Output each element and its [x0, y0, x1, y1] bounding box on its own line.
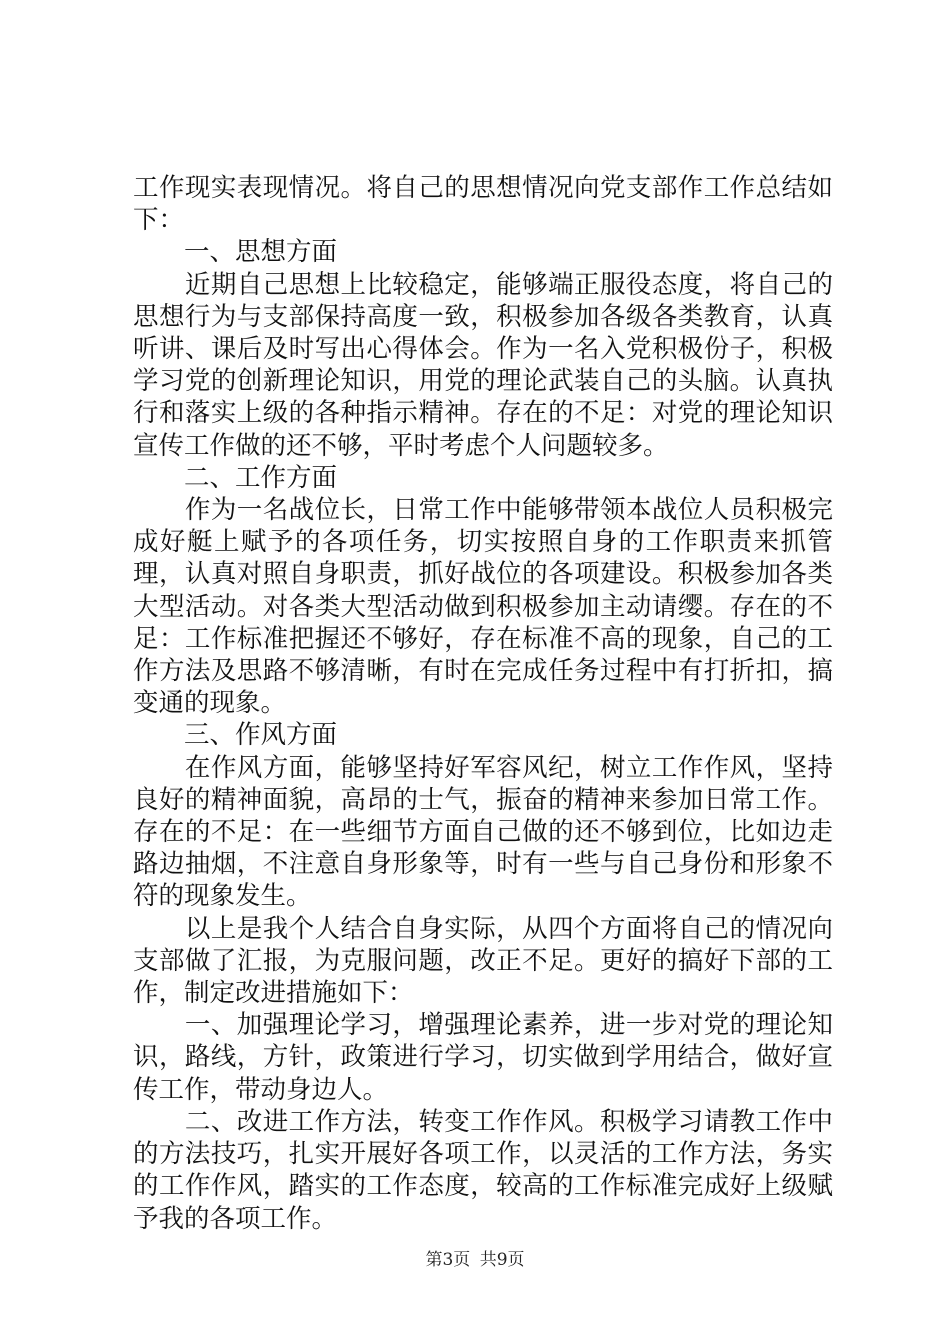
paragraph-summary: 以上是我个人结合自身实际，从四个方面将自己的情况向支部做了汇报，为克服问题，改正不足。更好的搞好下部的工作，制定改进措施如下：: [133, 913, 833, 1009]
heading-thought: 一、思想方面: [133, 237, 338, 268]
heading-work: 二、工作方面: [133, 462, 338, 493]
paragraph-style: 在作风方面，能够坚持好军容风纪，树立工作作风，坚持良好的精神面貌，高昂的士气，振奋的精神来参加日常工作。存在的不足：在一些细节方面自己做的还不够到位，比如边走路边抽烟，不注意自身形象等，时有一些与自己身份和形象不符的现象发生。: [133, 752, 833, 912]
page-number: 第3页: [425, 1250, 471, 1270]
page-footer: [0, 1245, 950, 1270]
heading-style: 三、作风方面: [133, 720, 338, 751]
paragraph-measure-two: 二、改进工作方法，转变工作作风。积极学习请教工作中的方法技巧，扎实开展好各项工作，以灵活的工作方法，务实的工作作风，踏实的工作态度，较高的工作标准完成好上级赋予我的各项工作。: [133, 1106, 833, 1234]
paragraph-measure-one: 一、加强理论学习，增强理论素养，进一步对党的理论知识，路线，方针，政策进行学习，切实做到学用结合，做好宣传工作，带动身边人。: [133, 1010, 833, 1105]
document-body: [133, 172, 833, 1235]
paragraph-intro: 工作现实表现情况。将自己的思想情况向党支部作工作总结如下：: [133, 173, 833, 236]
paragraph-work: 作为一名战位长，日常工作中能够带领本战位人员积极完成好艇上赋予的各项任务，切实按照自身的工作职责来抓管理，认真对照自身职责，抓好战位的各项建设。积极参加各类大型活动。对各类大型活动做到积极参加主动请缨。存在的不足：工作标准把握还不够好，存在标准不高的现象，自己的工作方法及思路不够清晰，有时在完成任务过程中有打折扣，搞变通的现象。: [133, 495, 833, 719]
page-total: 共9页: [479, 1250, 525, 1270]
paragraph-thought: 近期自己思想上比较稳定，能够端正服役态度，将自己的思想行为与支部保持高度一致，积极参加各级各类教育，认真听讲、课后及时写出心得体会。作为一名入党积极份子，积极学习党的创新理论知识，用党的理论武装自己的头脑。认真执行和落实上级的各种指示精神。存在的不足：对党的理论知识宣传工作做的还不够，平时考虑个人问题较多。: [133, 269, 833, 461]
